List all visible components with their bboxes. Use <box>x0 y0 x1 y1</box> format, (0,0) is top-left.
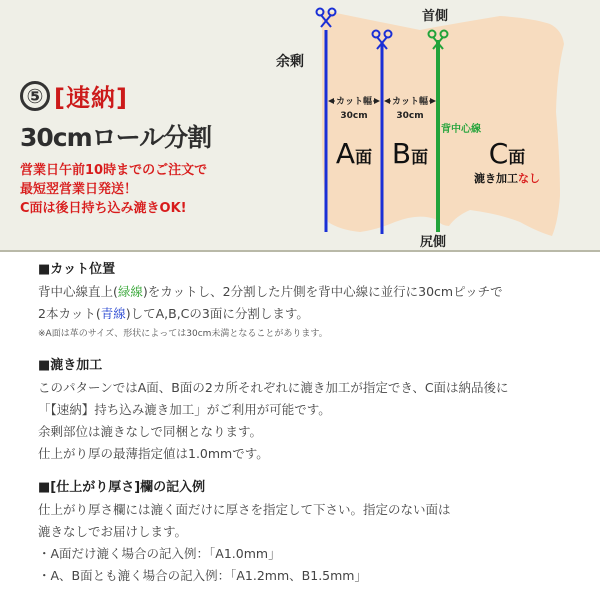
cut-paragraph-line: 背中心線直上(緑線)をカットし、2分割した片側を背中心線に並行に30cmピッチで <box>38 284 503 299</box>
cut-note: ※A面は革のサイズ、形状によっては30cm未満となることがあります。 <box>38 329 328 339</box>
step-number: ⑤ <box>20 81 50 111</box>
cut-diagram <box>270 0 600 250</box>
section-heading-skiving: ■漉き加工 <box>38 358 103 373</box>
entry-example-ab: ・A、B面とも漉く場合の記入例：「A1.2mm、B1.5mm」 <box>38 568 367 583</box>
description <box>38 259 588 587</box>
skiving-paragraph-line: 「【速納】持ち込み漉き加工」がご利用が可能です。 <box>38 402 331 417</box>
skiving-paragraph-line: このパターンではA面、B面の2カ所それぞれに漉き加工が指定でき、C面は納品後に <box>38 380 509 395</box>
header-divider <box>0 250 600 252</box>
no-skiving-label: 漉き加工なし <box>474 172 540 185</box>
cut-width-value-a: 30cm <box>340 111 368 121</box>
leather-hide <box>322 10 564 236</box>
entry-paragraph-line: 仕上がり厚さ欄には漉く面だけに厚さを指定して下さい。指定のない面は <box>38 502 451 517</box>
title-row <box>20 78 128 113</box>
notice-line: 営業日午前10時までのご注文で <box>20 163 208 178</box>
center-line-label: 背中心線 <box>441 124 481 135</box>
product-title: [速納] <box>54 84 128 112</box>
cut-width-label-b: カット幅 <box>392 97 428 107</box>
panel-a-label: A面 <box>335 137 373 170</box>
shipping-notice <box>20 161 207 218</box>
section-heading-entry-example: ■[仕上がり厚さ]欄の記入例 <box>38 480 206 495</box>
notice-line: 最短翌営業日発送！ <box>20 182 138 197</box>
skiving-paragraph-line: 余剰部位は漉きなしで同梱となります。 <box>38 424 263 439</box>
panel-b-label: B面 <box>391 137 429 170</box>
panel-c-label: C面 <box>488 137 526 170</box>
cut-width-label-a: カット幅 <box>336 97 372 107</box>
surplus-label: 余剰 <box>276 54 304 70</box>
product-subtitle: 30cmロール分割 <box>20 123 212 152</box>
tail-side-label: 尻側 <box>420 235 447 250</box>
cut-paragraph-line: 2本カット(青線)してA,B,Cの3面に分割します。 <box>38 306 309 321</box>
section-heading-cut: ■カット位置 <box>38 262 116 277</box>
neck-side-label: 首側 <box>422 9 449 24</box>
skiving-paragraph-line: 仕上がり厚の最薄指定値は1.0mmです。 <box>38 446 269 461</box>
notice-line: C面は後日持ち込み漉きOK! <box>20 201 187 216</box>
entry-paragraph-line: 漉きなしでお届けします。 <box>38 524 188 539</box>
entry-example-a: ・A面だけ漉く場合の記入例：「A1.0mm」 <box>38 546 281 561</box>
cut-width-value-b: 30cm <box>396 111 424 121</box>
